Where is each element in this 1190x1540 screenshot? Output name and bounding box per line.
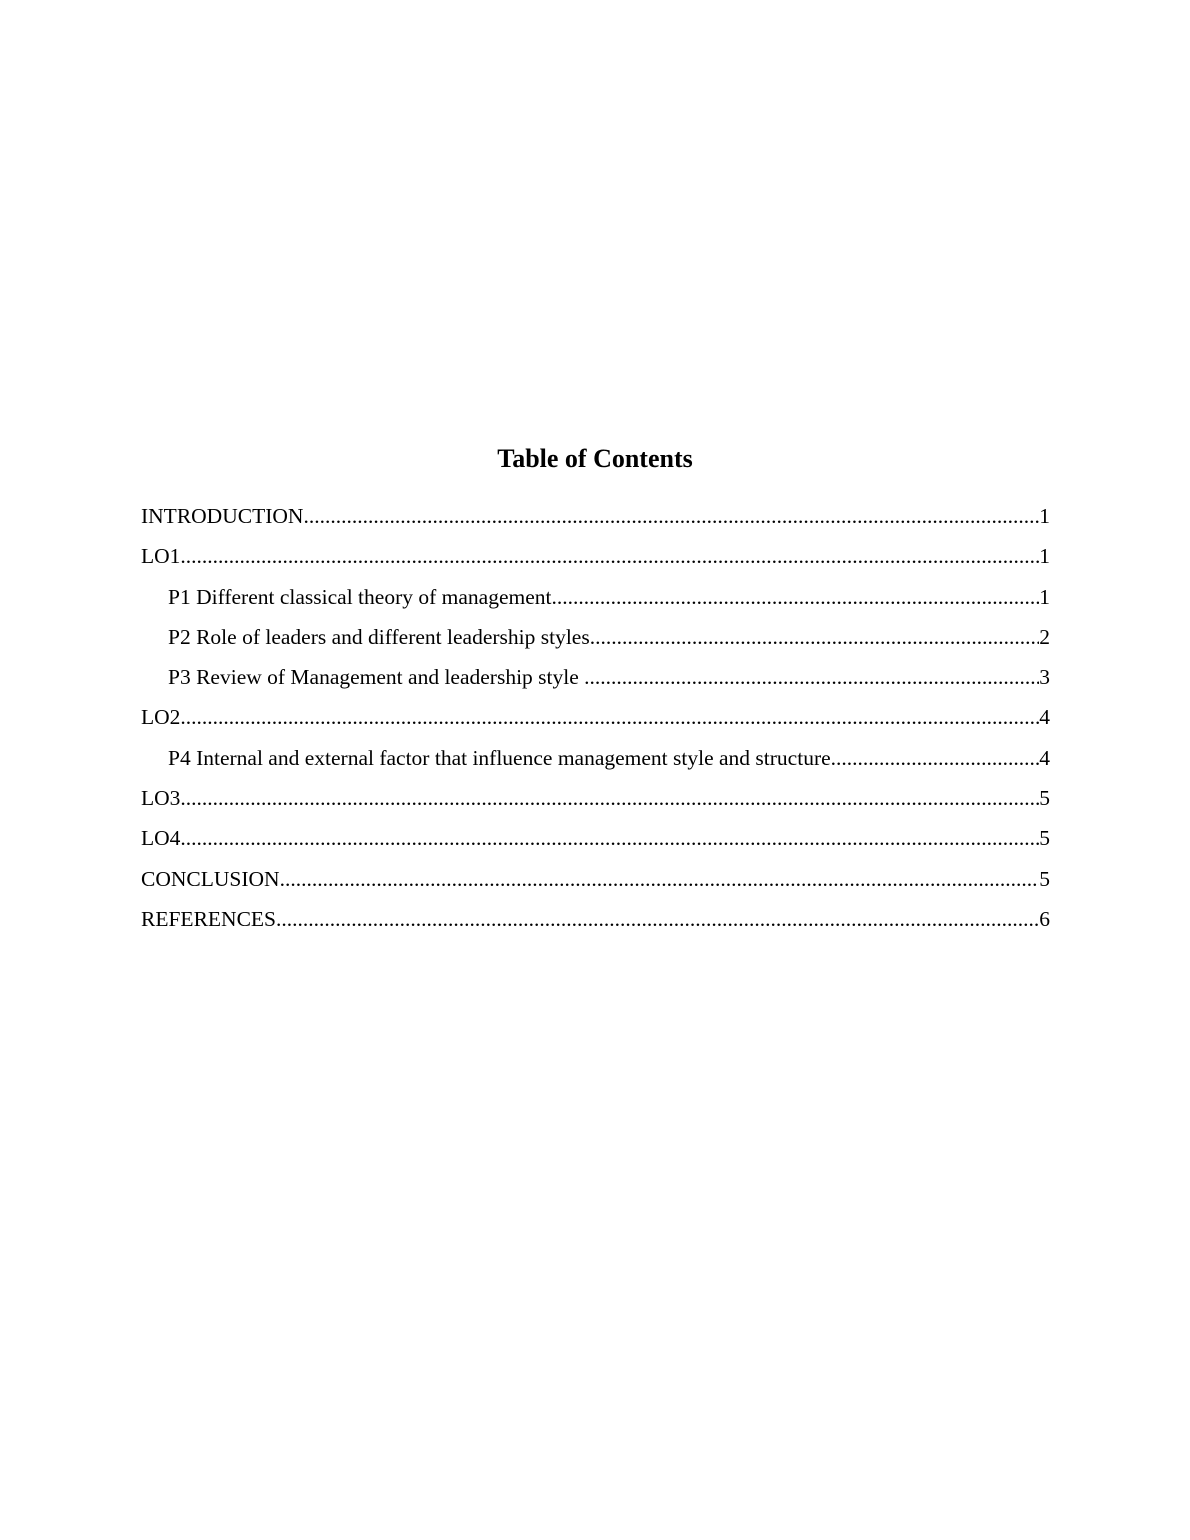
toc-dot-leader	[180, 822, 1039, 854]
toc-entry-lo3[interactable]	[141, 782, 1050, 822]
toc-dot-leader	[180, 540, 1039, 572]
toc-entry-lo1[interactable]	[141, 540, 1050, 580]
toc-entry-label: P3 Review of Management and leadership style	[168, 665, 585, 690]
toc-page-number: 2	[1039, 624, 1050, 649]
toc-entry-label: LO4	[141, 826, 181, 851]
toc-entry-p3[interactable]	[141, 661, 1050, 701]
toc-page-number: 1	[1039, 504, 1050, 528]
toc-page-number: 5	[1039, 786, 1050, 811]
toc-dot-leader	[180, 701, 1039, 733]
toc-page-number: 1	[1039, 544, 1050, 569]
toc-entry-label: P2 Role of leaders and different leadership styles	[168, 624, 590, 649]
toc-entry-introduction[interactable]	[141, 500, 1050, 540]
toc-page-number: 5	[1039, 826, 1050, 851]
toc-entry-label: P4 Internal and external factor that influence management style and structure	[168, 745, 831, 770]
toc-entry-p4[interactable]	[141, 742, 1050, 782]
toc-page-number: 4	[1039, 705, 1050, 730]
toc-entry-label: LO1	[141, 544, 181, 569]
toc-dot-leader	[551, 581, 1039, 613]
toc-entry-lo2[interactable]	[141, 701, 1050, 741]
toc-entry-label: REFERENCES	[141, 906, 276, 931]
toc-page-number: 4	[1039, 745, 1050, 770]
toc-entry-label: LO3	[141, 786, 181, 811]
toc-dot-leader	[831, 742, 1040, 774]
toc-list	[141, 500, 1050, 943]
toc-entry-label: CONCLUSION	[141, 866, 280, 891]
toc-entry-p1[interactable]	[141, 581, 1050, 621]
toc-entry-conclusion[interactable]	[141, 863, 1050, 903]
toc-entry-label: LO2	[141, 705, 181, 730]
toc-page-number: 1	[1039, 584, 1050, 609]
toc-entry-lo4[interactable]	[141, 822, 1050, 862]
toc-entry-label: INTRODUCTION	[141, 504, 304, 528]
toc-dot-leader	[584, 661, 1039, 693]
toc-title: Table of Contents	[497, 444, 693, 473]
toc-page-number: 5	[1039, 866, 1050, 891]
toc-page-number: 3	[1039, 665, 1050, 690]
toc-dot-leader	[590, 621, 1040, 653]
toc-dot-leader	[180, 782, 1039, 814]
toc-dot-leader	[276, 903, 1039, 935]
toc-entry-label: P1 Different classical theory of management	[168, 584, 552, 609]
toc-dot-leader	[303, 500, 1039, 532]
toc-dot-leader	[280, 863, 1040, 895]
toc-page-number: 6	[1039, 906, 1050, 931]
toc-entry-references[interactable]	[141, 903, 1050, 943]
toc-entry-p2[interactable]	[141, 621, 1050, 661]
